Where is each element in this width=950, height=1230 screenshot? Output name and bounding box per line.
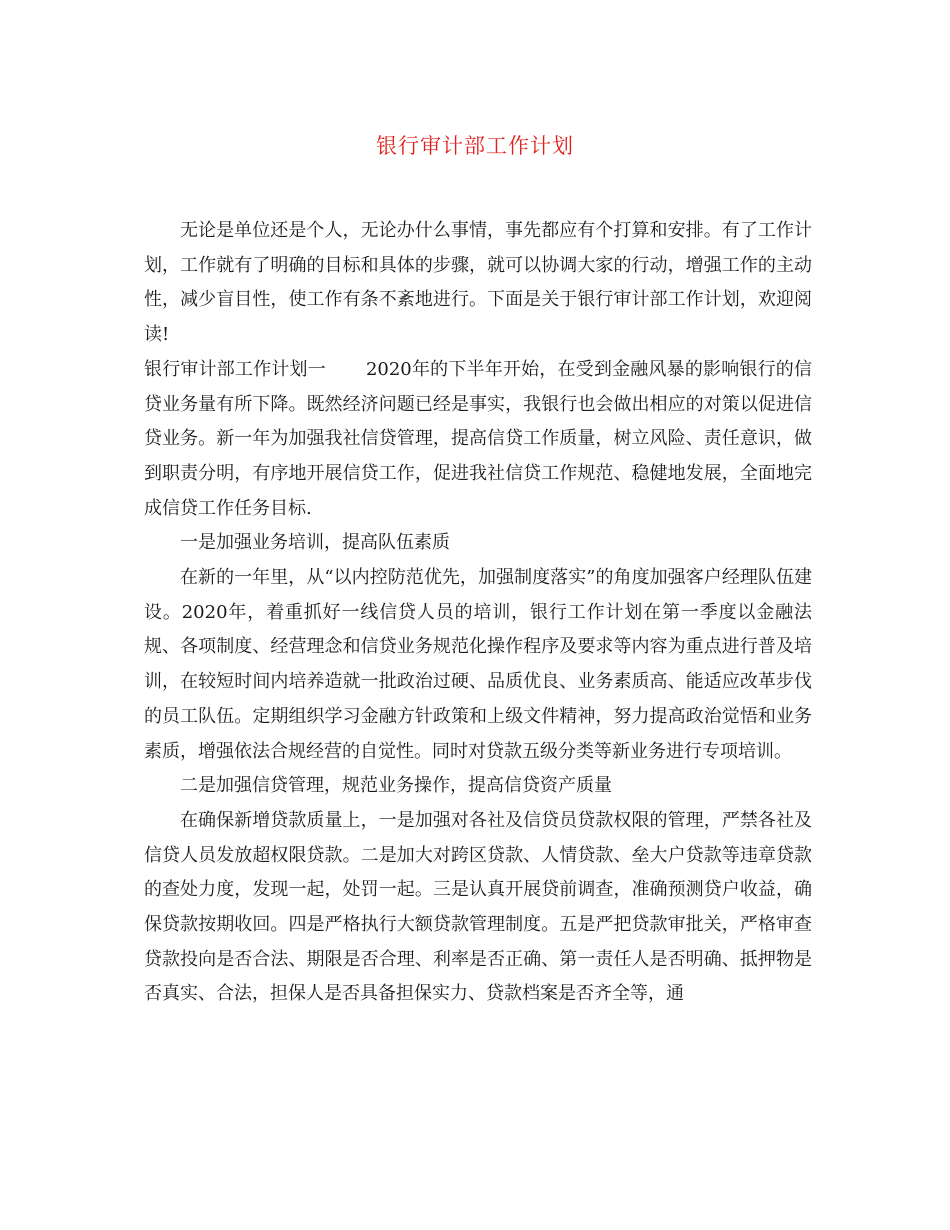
credit-management-paragraph: 在确保新增贷款质量上，一是加强对各社及信贷员贷款权限的管理，严禁各社及信贷人员发放超权限贷款。二是加大对跨区贷款、人情贷款、垒大户贷款等违章贷款的查处力度，发现一起，处罚一起。三是认真开展贷前调查，准确预测贷户收益，确保贷款按期收回。四是严格执行大额贷款管理制度。五是严把贷款审批关，严格审查贷款投向是否合法、期限是否合理、利率是否正确、第一责任人是否明确、抵押物是否真实、合法，担保人是否具备担保实力、贷款档案是否齐全等，通 (144, 809, 812, 1005)
plan-one-paragraph (144, 353, 812, 527)
document-title: 银行审计部工作计划 (376, 134, 574, 158)
plan-one-label: 银行审计部工作计划一 (144, 358, 326, 380)
section-heading-credit-management: 二是加强信贷管理，规范业务操作，提高信贷资产质量 (180, 775, 612, 797)
document-body (144, 214, 812, 1012)
intro-paragraph: 无论是单位还是个人，无论办什么事情，事先都应有个打算和安排。有了工作计划，工作就有了明确的目标和具体的步骤，就可以协调大家的行动，增强工作的主动性，减少盲目性，使工作有条不紊地进行。下面是关于银行审计部工作计划，欢迎阅读! (144, 220, 812, 346)
plan-one-text: 2020年的下半年开始，在受到金融风暴的影响银行的信贷业务量有所下降。既然经济问题已经是事实，我银行也会做出相应的对策以促进信贷业务。新一年为加强我社信贷管理，提高信贷工作质量，树立风险、责任意识，做到职责分明，有序地开展信贷工作，促进我社信贷工作规范、稳健地发展，全面地完成信贷工作任务目标. (144, 358, 812, 519)
section-heading-training: 一是加强业务培训，提高队伍素质 (180, 532, 450, 554)
training-paragraph: 在新的一年里，从“以内控防范优先，加强制度落实”的角度加强客户经理队伍建设。2020年，着重抓好一线信贷人员的培训，银行工作计划在第一季度以金融法规、各项制度、经营理念和信贷业务规范化操作程序及要求等内容为重点进行普及培训，在较短时间内培养造就一批政治过硬、品质优良、业务素质高、能适应改革步伐的员工队伍。定期组织学习金融方针政策和上级文件精神，努力提高政治觉悟和业务素质，增强依法合规经营的自觉性。同时对贷款五级分类等新业务进行专项培训。 (144, 567, 812, 762)
